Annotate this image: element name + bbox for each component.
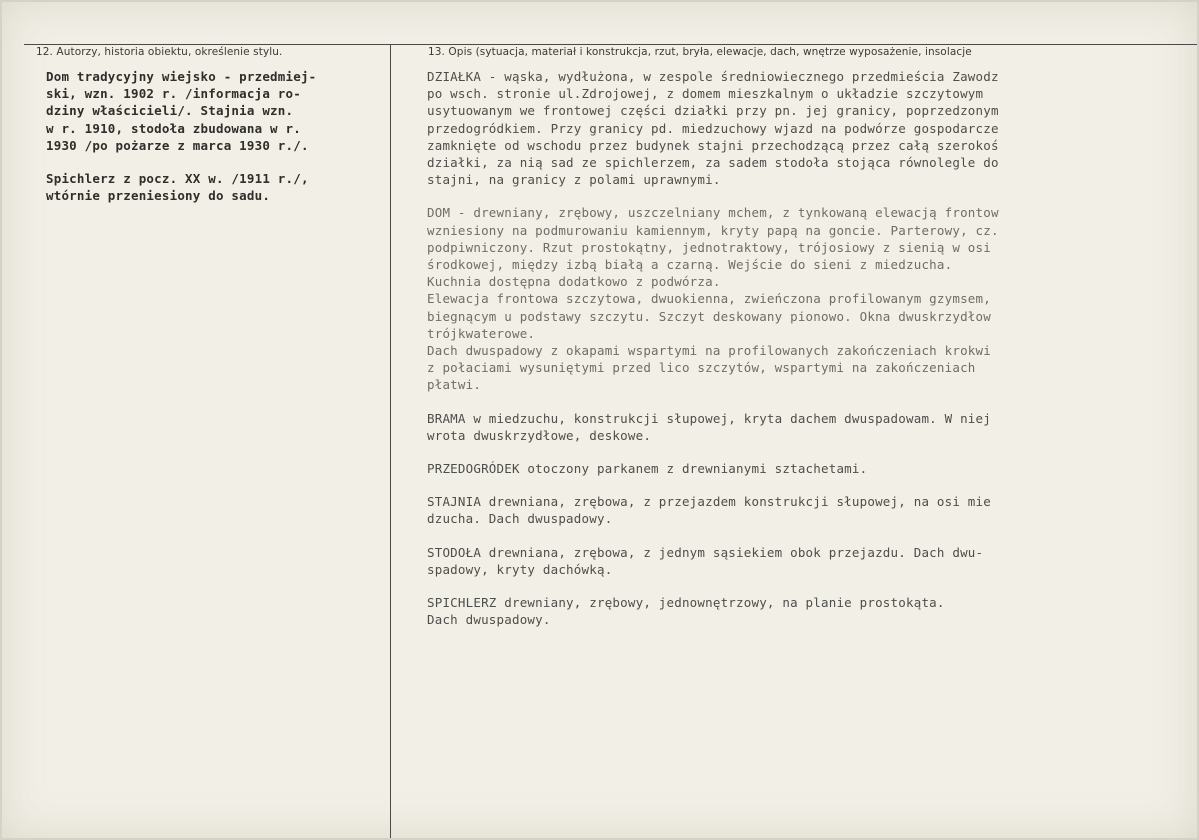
- text-line: Dach dwuspadowy z okapami wspartymi na profilowanych zakończeniach krokwi: [427, 343, 991, 359]
- text-line: podpiwniczony. Rzut prostokątny, jednotraktowy, trójosiowy z sienią w osi: [427, 239, 991, 255]
- history-column: [46, 68, 386, 220]
- text-line: w r. 1910, stodoła zbudowana w r.: [46, 120, 301, 136]
- top-rule: [24, 44, 1197, 45]
- text-line: środkowej, między izbą białą a czarną. Wejście do sieni z miedzucha.: [427, 257, 953, 273]
- text-line: ski, wzn. 1902 r. /informacja ro-: [46, 86, 301, 102]
- description-paragraph-front-garden: [427, 460, 1197, 477]
- text-line: SPICHLERZ drewniany, zrębowy, jednownętrzowy, na planie prostokąta.: [427, 595, 945, 611]
- description-paragraph-plot: [427, 68, 1197, 188]
- text-line: usytuowanym we frontowej części działki przy pn. jej granicy, poprzedzonym: [427, 103, 999, 119]
- text-line: trójkwaterowe.: [427, 325, 536, 341]
- description-paragraph-stable: [427, 493, 1197, 527]
- text-line: DOM - drewniany, zrębowy, uszczelniany mchem, z tynkowaną elewacją frontow: [427, 205, 999, 221]
- text-line: Spichlerz z pocz. XX w. /1911 r./,: [46, 171, 309, 187]
- description-paragraph-gate: [427, 410, 1197, 444]
- text-line: działki, za nią sad ze spichlerzem, za sadem stodoła stojąca równolegle do: [427, 155, 999, 171]
- text-line: Dach dwuspadowy.: [427, 612, 551, 628]
- column-divider: [390, 44, 391, 838]
- history-paragraph: [46, 68, 386, 154]
- text-line: 1930 /po pożarze z marca 1930 r./.: [46, 137, 309, 153]
- record-card: [2, 2, 1197, 838]
- text-line: Kuchnia dostępna dodatkowo z podwórza.: [427, 274, 721, 290]
- text-line: zamknięte od wschodu przez budynek stajni przechodzącą przez całą szerokoś: [427, 137, 999, 153]
- header-authors-history: 12. Autorzy, historia obiektu, określenie stylu.: [36, 46, 283, 58]
- text-line: wtórnie przeniesiony do sadu.: [46, 188, 271, 204]
- header-description: 13. Opis (sytuacja, materiał i konstrukcja, rzut, bryła, elewacje, dach, wnętrze wyposażenie, insolacje: [428, 46, 972, 58]
- description-paragraph-barn: [427, 544, 1197, 578]
- description-column: [427, 68, 1197, 644]
- text-line: dziny właścicieli/. Stajnia wzn.: [46, 103, 294, 119]
- text-line: po wsch. stronie ul.Zdrojowej, z domem mieszkalnym o układzie szczytowym: [427, 86, 984, 102]
- text-line: Elewacja frontowa szczytowa, dwuokienna, zwieńczona profilowanym gzymsem,: [427, 291, 991, 307]
- text-line: Dom tradycyjny wiejsko - przedmiej-: [46, 69, 317, 84]
- text-line: przedogródkiem. Przy granicy pd. miedzuchowy wjazd na podwórze gospodarcze: [427, 120, 999, 136]
- text-line: DZIAŁKA - wąska, wydłużona, w zespole średniowiecznego przedmieścia Zawodz: [427, 69, 999, 84]
- text-line: wzniesiony na podmurowaniu kamiennym, kryty papą na goncie. Parterowy, cz.: [427, 222, 999, 238]
- description-paragraph-granary: [427, 594, 1197, 628]
- text-line: STODOŁA drewniana, zrębowa, z jednym sąsiekiem obok przejazdu. Dach dwu-: [427, 544, 984, 560]
- text-line: PRZEDOGRÓDEK otoczony parkanem z drewnianymi sztachetami.: [427, 461, 868, 477]
- text-line: spadowy, kryty dachówką.: [427, 561, 613, 577]
- text-line: biegnącym u podstawy szczytu. Szczyt deskowany pionowo. Okna dwuskrzydłow: [427, 308, 991, 324]
- history-paragraph: [46, 170, 386, 204]
- description-paragraph-house: [427, 204, 1197, 393]
- text-line: płatwi.: [427, 377, 482, 393]
- text-line: BRAMA w miedzuchu, konstrukcji słupowej, kryta dachem dwuspadowam. W niej: [427, 410, 991, 426]
- text-line: stajni, na granicy z polami uprawnymi.: [427, 172, 721, 188]
- text-line: STAJNIA drewniana, zrębowa, z przejazdem konstrukcji słupowej, na osi mie: [427, 494, 991, 510]
- text-line: z połaciami wysuniętymi przed lico szczytów, wspartymi na zakończeniach: [427, 360, 976, 376]
- text-line: wrota dwuskrzydłowe, deskowe.: [427, 427, 652, 443]
- text-line: dzucha. Dach dwuspadowy.: [427, 511, 613, 527]
